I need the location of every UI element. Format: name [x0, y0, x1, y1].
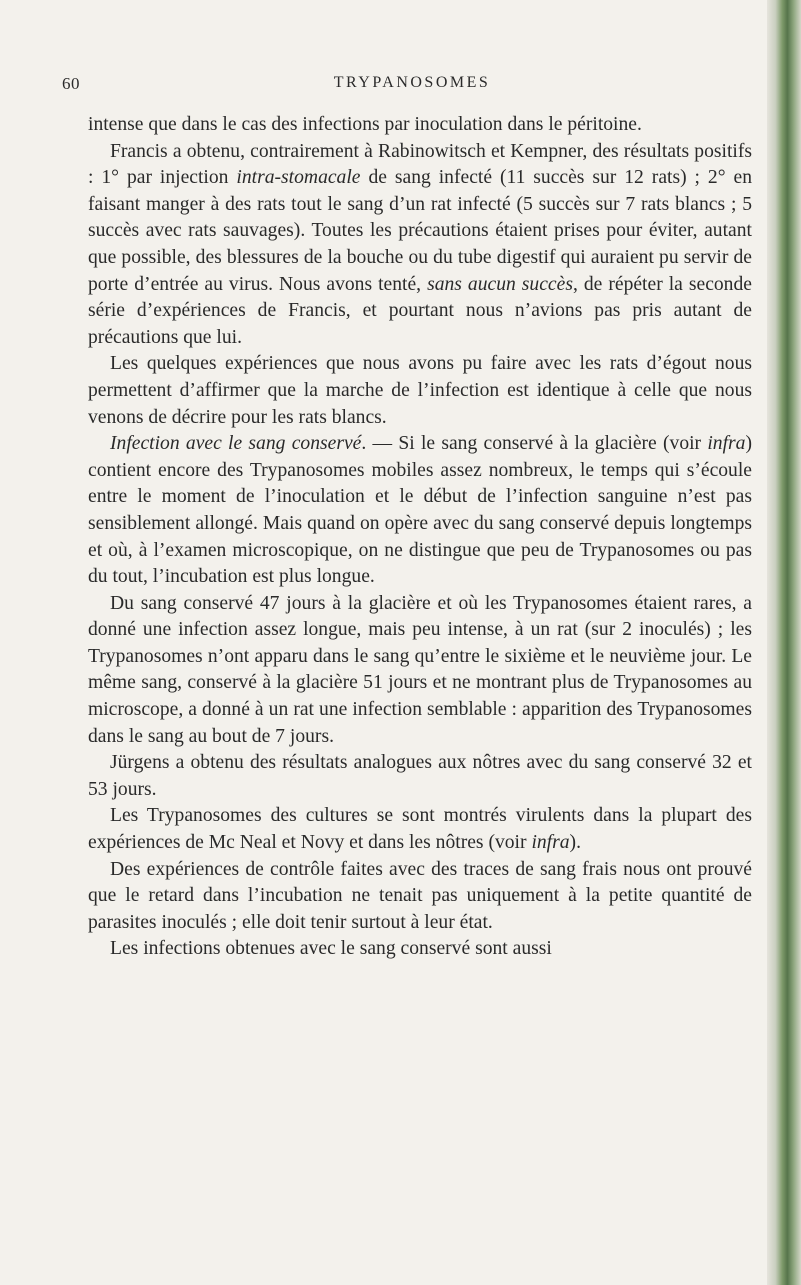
paragraph	[88, 803, 752, 856]
paragraph	[88, 857, 752, 937]
paragraph	[88, 750, 752, 803]
text-run: ).	[569, 832, 581, 854]
text-run: ) contient encore des Trypanosomes mobiles assez nombreux, le temps qui s’écoule entre le moment de l’inoculation et le début de l’infection sanguine n’est pas sensiblement allongé. Mais quand on opère avec du sang conservé depuis longtemps et où, à l’examen microscopique, on ne distingue que peu de Trypanosomes ou pas du tout, l’incubation est plus longue.	[88, 433, 752, 588]
body-text	[88, 112, 752, 963]
paragraph	[88, 112, 752, 139]
text-run: Francis a obtenu, contrairement à Rabinowitsch et Kempner, des résultats positifs : 1° par injection	[88, 140, 752, 189]
paragraph	[88, 431, 752, 591]
text-run: Des expériences de contrôle faites avec des traces de sang frais nous ont prouvé que le retard dans l’incubation ne tenait pas uniquement à la petite quantité de parasites inoculés ; elle doit tenir surtout à leur état.	[88, 858, 752, 933]
running-title: TRYPANOSOMES	[333, 74, 491, 91]
text-run: , de répéter la seconde série d’expériences de Francis, et pourtant nous n’avions pas pris autant de précautions que lui.	[88, 273, 752, 348]
page-header	[62, 74, 762, 98]
italic-text: infra	[707, 433, 746, 455]
text-run: de sang infecté (11 succès sur 12 rats) ; 2° en faisant manger à des rats tout le sang d’un rat infecté (5 succès sur 7 rats blancs ; 5 succès avec rats sauvages). Toutes les précautions étaient prises pour éviter, autant que possible, des blessures de la bouche ou du tube digestif qui auraient pu servir de porte d’entrée au virus. Nous avons tenté,	[88, 167, 753, 295]
paragraph	[88, 591, 752, 751]
text-run: Les Trypanosomes des cultures se sont montrés virulents dans la plupart des expériences de Mc Neal et Novy et dans les nôtres (voir	[88, 805, 752, 854]
paragraph	[88, 139, 752, 352]
text-run: Du sang conservé 47 jours à la glacière et où les Trypanosomes étaient rares, a donné une infection assez longue, mais peu intense, à un rat (sur 2 inoculés) ; les Trypanosomes n’ont apparu dans le sang qu’entre le sixième et le neuvième jour. Le même sang, conservé à la glacière 51 jours et ne montrant plus de Trypanosomes au microscope, a donné à un rat une infection semblable : apparition des Trypanosomes dans le sang au bout de 7 jours.	[88, 592, 752, 747]
italic-text: Infection avec le sang conservé	[110, 433, 362, 455]
paragraph	[88, 936, 752, 963]
text-run: intense que dans le cas des infections par inoculation dans le péritoine.	[88, 114, 642, 135]
text-run: Jürgens a obtenu des résultats analogues aux nôtres avec du sang conservé 32 et 53 jours.	[88, 752, 752, 800]
italic-text: sans aucun succès	[427, 273, 573, 295]
page-number: 60	[62, 74, 80, 93]
italic-text: intra-stomacale	[236, 167, 361, 189]
page-edge-shadow	[767, 0, 801, 1285]
text-run: Les infections obtenues avec le sang conservé sont aussi	[110, 938, 552, 960]
italic-text: infra	[531, 832, 570, 854]
text-run: Les quelques expériences que nous avons pu faire avec les rats d’égout nous permettent d’affirmer que la marche de l’infection est identique à celle que nous venons de décrire pour les rats blancs.	[88, 353, 752, 428]
paragraph	[88, 351, 752, 431]
text-run: . — Si le sang conservé à la glacière (voir	[361, 433, 708, 455]
